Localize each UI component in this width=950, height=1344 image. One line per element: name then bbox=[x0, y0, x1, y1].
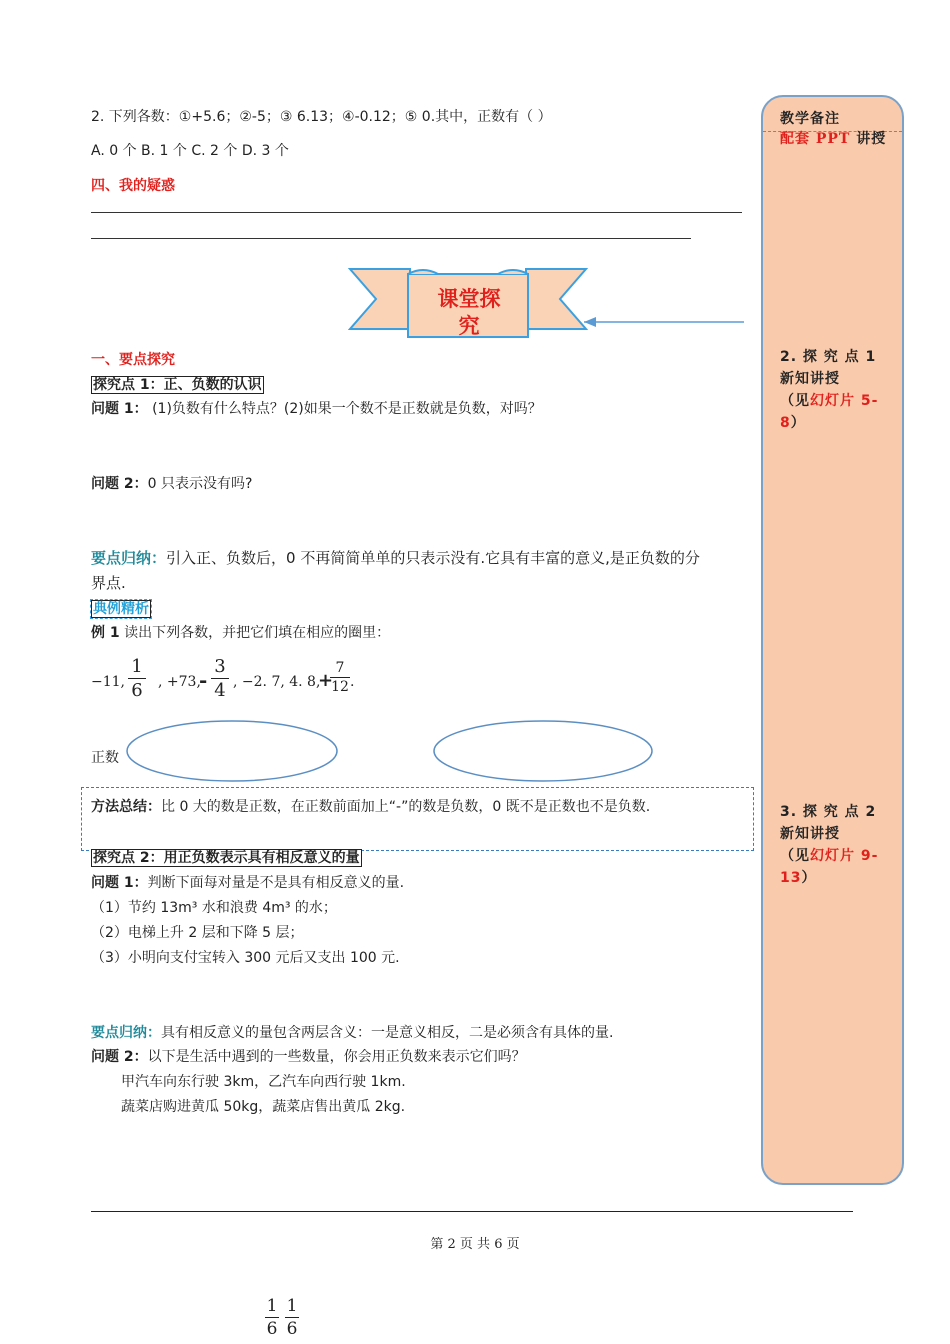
num-b: , +73, bbox=[158, 674, 201, 690]
fraction-1-6 bbox=[128, 656, 146, 701]
answer-line-1 bbox=[91, 212, 742, 213]
point-1-question-2 bbox=[91, 473, 252, 493]
answer-circles bbox=[125, 720, 665, 785]
summary-label: 要点归纳： bbox=[91, 549, 167, 567]
example-tag bbox=[91, 598, 151, 618]
item-3: （3）小明向支付宝转入 300 元后又支出 100 元. bbox=[91, 950, 400, 966]
point-1-summary-line-2: 界点. bbox=[91, 574, 126, 592]
question-2-options: A. 0 个 B. 1 个 C. 2 个 D. 3 个 bbox=[91, 143, 289, 159]
line-b: 蔬菜店购进黄瓜 50kg，蔬菜店售出黄瓜 2kg. bbox=[121, 1099, 406, 1115]
note-3-close: ） bbox=[801, 870, 817, 886]
sidebar-ppt-red: 配套 PPT bbox=[780, 131, 851, 147]
method-label: 方法总结： bbox=[91, 799, 161, 815]
banner-ribbon bbox=[348, 262, 748, 342]
point-1-question-1 bbox=[91, 398, 542, 418]
fraction-3-numerator: 7 bbox=[335, 660, 345, 676]
p2-q1-text: 判断下面每对量是不是具有相反意义的量. bbox=[147, 875, 405, 891]
fraction-7-12 bbox=[330, 660, 350, 695]
q1-label: 问题 1： bbox=[91, 401, 148, 417]
num-a: −11, bbox=[91, 674, 125, 690]
line-a: 甲汽车向东行驶 3km，乙汽车向西行驶 1km. bbox=[121, 1074, 406, 1090]
stray-den-2: 6 bbox=[286, 1319, 298, 1339]
page-number: 第 2 页 共 6 页 bbox=[430, 1237, 520, 1252]
fraction-3-denominator: 12 bbox=[331, 679, 349, 695]
item-2: （2）电梯上升 2 层和下降 5 层； bbox=[91, 925, 304, 941]
p2-q2-label: 问题 2： bbox=[91, 1049, 148, 1065]
point-2-summary bbox=[91, 1022, 613, 1042]
answer-line-2 bbox=[91, 238, 691, 239]
sidebar-title: 教学备注 bbox=[780, 111, 840, 127]
item-1: （1）节约 13m³ 水和浪费 4m³ 的水； bbox=[91, 900, 337, 916]
note-2-open: （见 bbox=[780, 393, 810, 409]
plus-sign: + bbox=[318, 670, 334, 691]
sidebar-ppt-black: 讲授 bbox=[850, 131, 887, 147]
point-1-summary bbox=[91, 547, 700, 568]
example-1 bbox=[91, 622, 390, 642]
p2-q2-text: 以下是生活中遇到的一些数量，你会用正负数来表示它们吗？ bbox=[147, 1049, 526, 1065]
footer-rule bbox=[91, 1211, 853, 1212]
point-2-question-1 bbox=[91, 872, 404, 892]
note-3-slides: 幻灯片 9-13 bbox=[780, 848, 879, 886]
doubts-heading: 四、我的疑惑 bbox=[91, 178, 175, 194]
period: . bbox=[350, 674, 355, 690]
method-summary bbox=[91, 796, 650, 816]
p2-summary-text: 具有相反意义的量包含两层含义：一是意义相反，二是必须含有具体的量. bbox=[161, 1025, 614, 1041]
teaching-notes-sidebar bbox=[761, 95, 904, 1185]
positive-label: 正数 bbox=[91, 750, 119, 766]
num-c: , −2. 7, 4. 8, bbox=[233, 674, 321, 690]
q1-text: (1)负数有什么特点？(2)如果一个数不是正数就是负数，对吗？ bbox=[147, 401, 542, 417]
example-tag-text: 典例精析 bbox=[93, 601, 149, 617]
point-2-title-text: 探究点 2：用正负数表示具有相反意义的量 bbox=[93, 850, 360, 866]
q2-text: 0 只表示没有吗? bbox=[147, 476, 253, 492]
banner-line-2: 究 bbox=[458, 314, 480, 338]
note-3-open: （见 bbox=[780, 848, 810, 864]
banner-title bbox=[410, 286, 528, 340]
p2-summary-label: 要点归纳： bbox=[91, 1025, 161, 1041]
note-2-close: ） bbox=[790, 415, 806, 431]
method-text: 比 0 大的数是正数，在正数前面加上“-”的数是负数，0 既不是正数也不是负数. bbox=[161, 799, 651, 815]
sidebar-note-2 bbox=[780, 346, 888, 434]
note-2-text: 2. 探 究 点 1 新知讲授 bbox=[780, 349, 877, 387]
fraction-3-4 bbox=[211, 656, 229, 701]
example-label: 例 1 bbox=[91, 625, 120, 641]
point-2-title bbox=[91, 847, 362, 867]
fraction-2-denominator: 4 bbox=[214, 680, 226, 701]
p2-q1-label: 问题 1： bbox=[91, 875, 148, 891]
example-text: 读出下列各数，并把它们填在相应的圈里： bbox=[119, 625, 391, 641]
point-2-question-2 bbox=[91, 1046, 526, 1066]
fraction-1-denominator: 6 bbox=[131, 680, 143, 701]
stray-fraction-2 bbox=[285, 1296, 299, 1339]
banner-line-1: 课堂探 bbox=[437, 287, 501, 311]
section-1-heading: 一、要点探究 bbox=[91, 352, 175, 368]
note-3-text: 3. 探 究 点 2 新知讲授 bbox=[780, 804, 877, 842]
question-2: 2. 下列各数：①+5.6；②-5；③ 6.13；④-0.12；⑤ 0.其中，正数有（ ） bbox=[91, 109, 552, 125]
stray-den-1: 6 bbox=[266, 1319, 278, 1339]
sidebar-ppt bbox=[780, 128, 886, 150]
summary-line-1: 引入正、负数后，0 不再简简单单的只表示没有.它具有丰富的意义,是正负数的分 bbox=[166, 549, 700, 567]
fraction-1-numerator: 1 bbox=[131, 656, 143, 677]
q2-label: 问题 2： bbox=[91, 476, 148, 492]
note-2-slides: 幻灯片 5-8 bbox=[780, 393, 879, 431]
sidebar-note-3 bbox=[780, 801, 888, 889]
stray-fraction-1 bbox=[265, 1296, 279, 1339]
minus-sign: - bbox=[199, 668, 208, 692]
point-1-title-text: 探究点 1：正、负数的认识 bbox=[93, 377, 262, 393]
fraction-2-numerator: 3 bbox=[214, 656, 226, 677]
point-1-title bbox=[91, 374, 264, 394]
stray-num-1: 1 bbox=[266, 1296, 278, 1316]
stray-num-2: 1 bbox=[286, 1296, 298, 1316]
